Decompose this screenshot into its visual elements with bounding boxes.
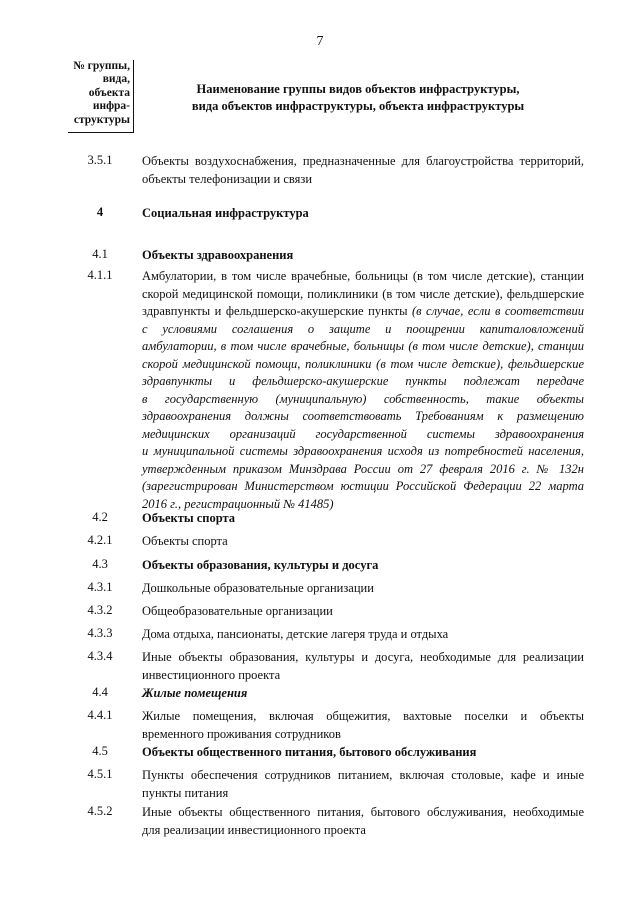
- item-text: Объекты общественного питания, бытового обслуживания: [142, 745, 477, 759]
- item-text: Объекты образования, культуры и досуга: [142, 558, 379, 572]
- item-number: 4.3.1: [87, 580, 113, 594]
- item-number: 3.5.1: [87, 153, 113, 167]
- item-line-start: здравпункты и фельдшерско-акушерские пункты: [142, 304, 408, 318]
- item-line: Объекты воздухоснабжения, предназначенные для благоустройства территорий,: [142, 154, 584, 168]
- item-number: 4.5: [92, 744, 108, 758]
- header-col2-line: Наименование группы видов объектов инфраструктуры,: [196, 81, 520, 96]
- item-line: Жилые помещения, включая общежития, вахтовые поселки и объекты: [142, 709, 584, 723]
- header-col1-line: вида,: [102, 73, 130, 86]
- item-number: 4.5.1: [87, 767, 113, 781]
- item-line: Иные объекты образования, культуры и досуга, необходимые для реализации: [142, 650, 584, 664]
- item-line: пункты питания: [142, 785, 229, 800]
- item-text: [142, 268, 584, 513]
- item-text: Дошкольные образовательные организации: [142, 581, 374, 595]
- item-text: Жилые помещения: [142, 686, 248, 700]
- item-number: 4.3.2: [87, 603, 113, 617]
- item-text: Общеобразовательные организации: [142, 604, 333, 618]
- item-line: инвестиционного проекта: [142, 667, 281, 682]
- item-line: с условиями соглашения о защите и поощрении капиталовложений: [142, 321, 584, 336]
- header-col2-line: вида объектов инфраструктуры, объекта инфраструктуры: [191, 98, 525, 113]
- item-text: Дома отдыха, пансионаты, детские лагеря труда и отдыха: [142, 627, 449, 641]
- header-col1-line: структуры: [73, 113, 130, 126]
- item-text: Объекты здравоохранения: [142, 248, 294, 262]
- item-number: 4.5.2: [87, 804, 113, 818]
- item-line: здравпункты и фельдшерско-акушерские пункты подлежат передаче: [142, 374, 584, 388]
- item-number: 4.2.1: [87, 533, 113, 547]
- item-number: 4.3.3: [87, 626, 113, 640]
- item-number: 4.4.1: [87, 708, 113, 722]
- item-text: [142, 649, 584, 684]
- item-line: временного проживания сотрудников: [142, 726, 341, 741]
- item-line-italic-tail: (в случае, если в соответствии: [407, 304, 584, 318]
- item-text: [142, 804, 584, 839]
- item-line: медицинских организаций государственной системы здравоохранения: [142, 426, 584, 441]
- item-line: скорой медицинской помощи, поликлиники (в том числе детские), фельдшерские: [142, 286, 584, 301]
- item-text: [142, 708, 584, 743]
- item-text: Социальная инфраструктура: [142, 206, 309, 220]
- item-number: 4.1.1: [87, 268, 113, 282]
- item-line: скорой медицинской помощи, поликлиники (в том числе детские), фельдшерские: [142, 356, 584, 371]
- item-line: для реализации инвестиционного проекта: [142, 822, 366, 837]
- item-line: амбулатории, в том числе врачебные, больницы (в том числе детские), станции: [142, 339, 584, 353]
- item-line: [142, 303, 584, 321]
- header-name-column: [134, 60, 582, 133]
- table-header: [68, 60, 582, 133]
- page-number: 7: [316, 34, 324, 49]
- header-group-number-column: [68, 60, 134, 133]
- item-line: 2016 г., регистрационный № 41485): [142, 496, 334, 511]
- item-number: 4.3: [92, 557, 108, 571]
- item-number: 4.4: [92, 685, 108, 699]
- item-line: объекты телефонизации и связи: [142, 171, 313, 186]
- item-text: Объекты спорта: [142, 511, 236, 525]
- item-line: здравоохранения должны соответствовать Требованиям к размещению: [142, 409, 584, 423]
- item-number: 4: [96, 205, 104, 219]
- header-col1-line: № группы,: [73, 60, 130, 72]
- item-text: [142, 153, 584, 188]
- item-number: 4.1: [92, 247, 108, 261]
- item-line: и муниципальной системы здравоохранения исходя из потребностей населения,: [142, 444, 584, 458]
- item-text: [142, 767, 584, 802]
- item-line: Пункты обеспечения сотрудников питанием, включая столовые, кафе и иные: [142, 768, 584, 782]
- item-number: 4.3.4: [87, 649, 113, 663]
- header-col1-line: объекта: [88, 86, 130, 99]
- item-line: в государственную (муниципальную) собственность, такие объекты: [142, 391, 584, 406]
- header-col1-line: инфра-: [92, 100, 130, 113]
- item-text: Объекты спорта: [142, 534, 228, 548]
- item-line: (зарегистрирован Министерством юстиции Российской Федерации 22 марта: [142, 479, 584, 493]
- item-line: Иные объекты общественного питания, бытового обслуживания, необходимые: [142, 805, 584, 819]
- item-number: 4.2: [92, 510, 108, 524]
- item-line: Амбулатории, в том числе врачебные, больницы (в том числе детские), станции: [142, 269, 584, 283]
- item-line: утвержденным приказом Минздрава России от 27 февраля 2016 г. № 132н: [142, 461, 584, 476]
